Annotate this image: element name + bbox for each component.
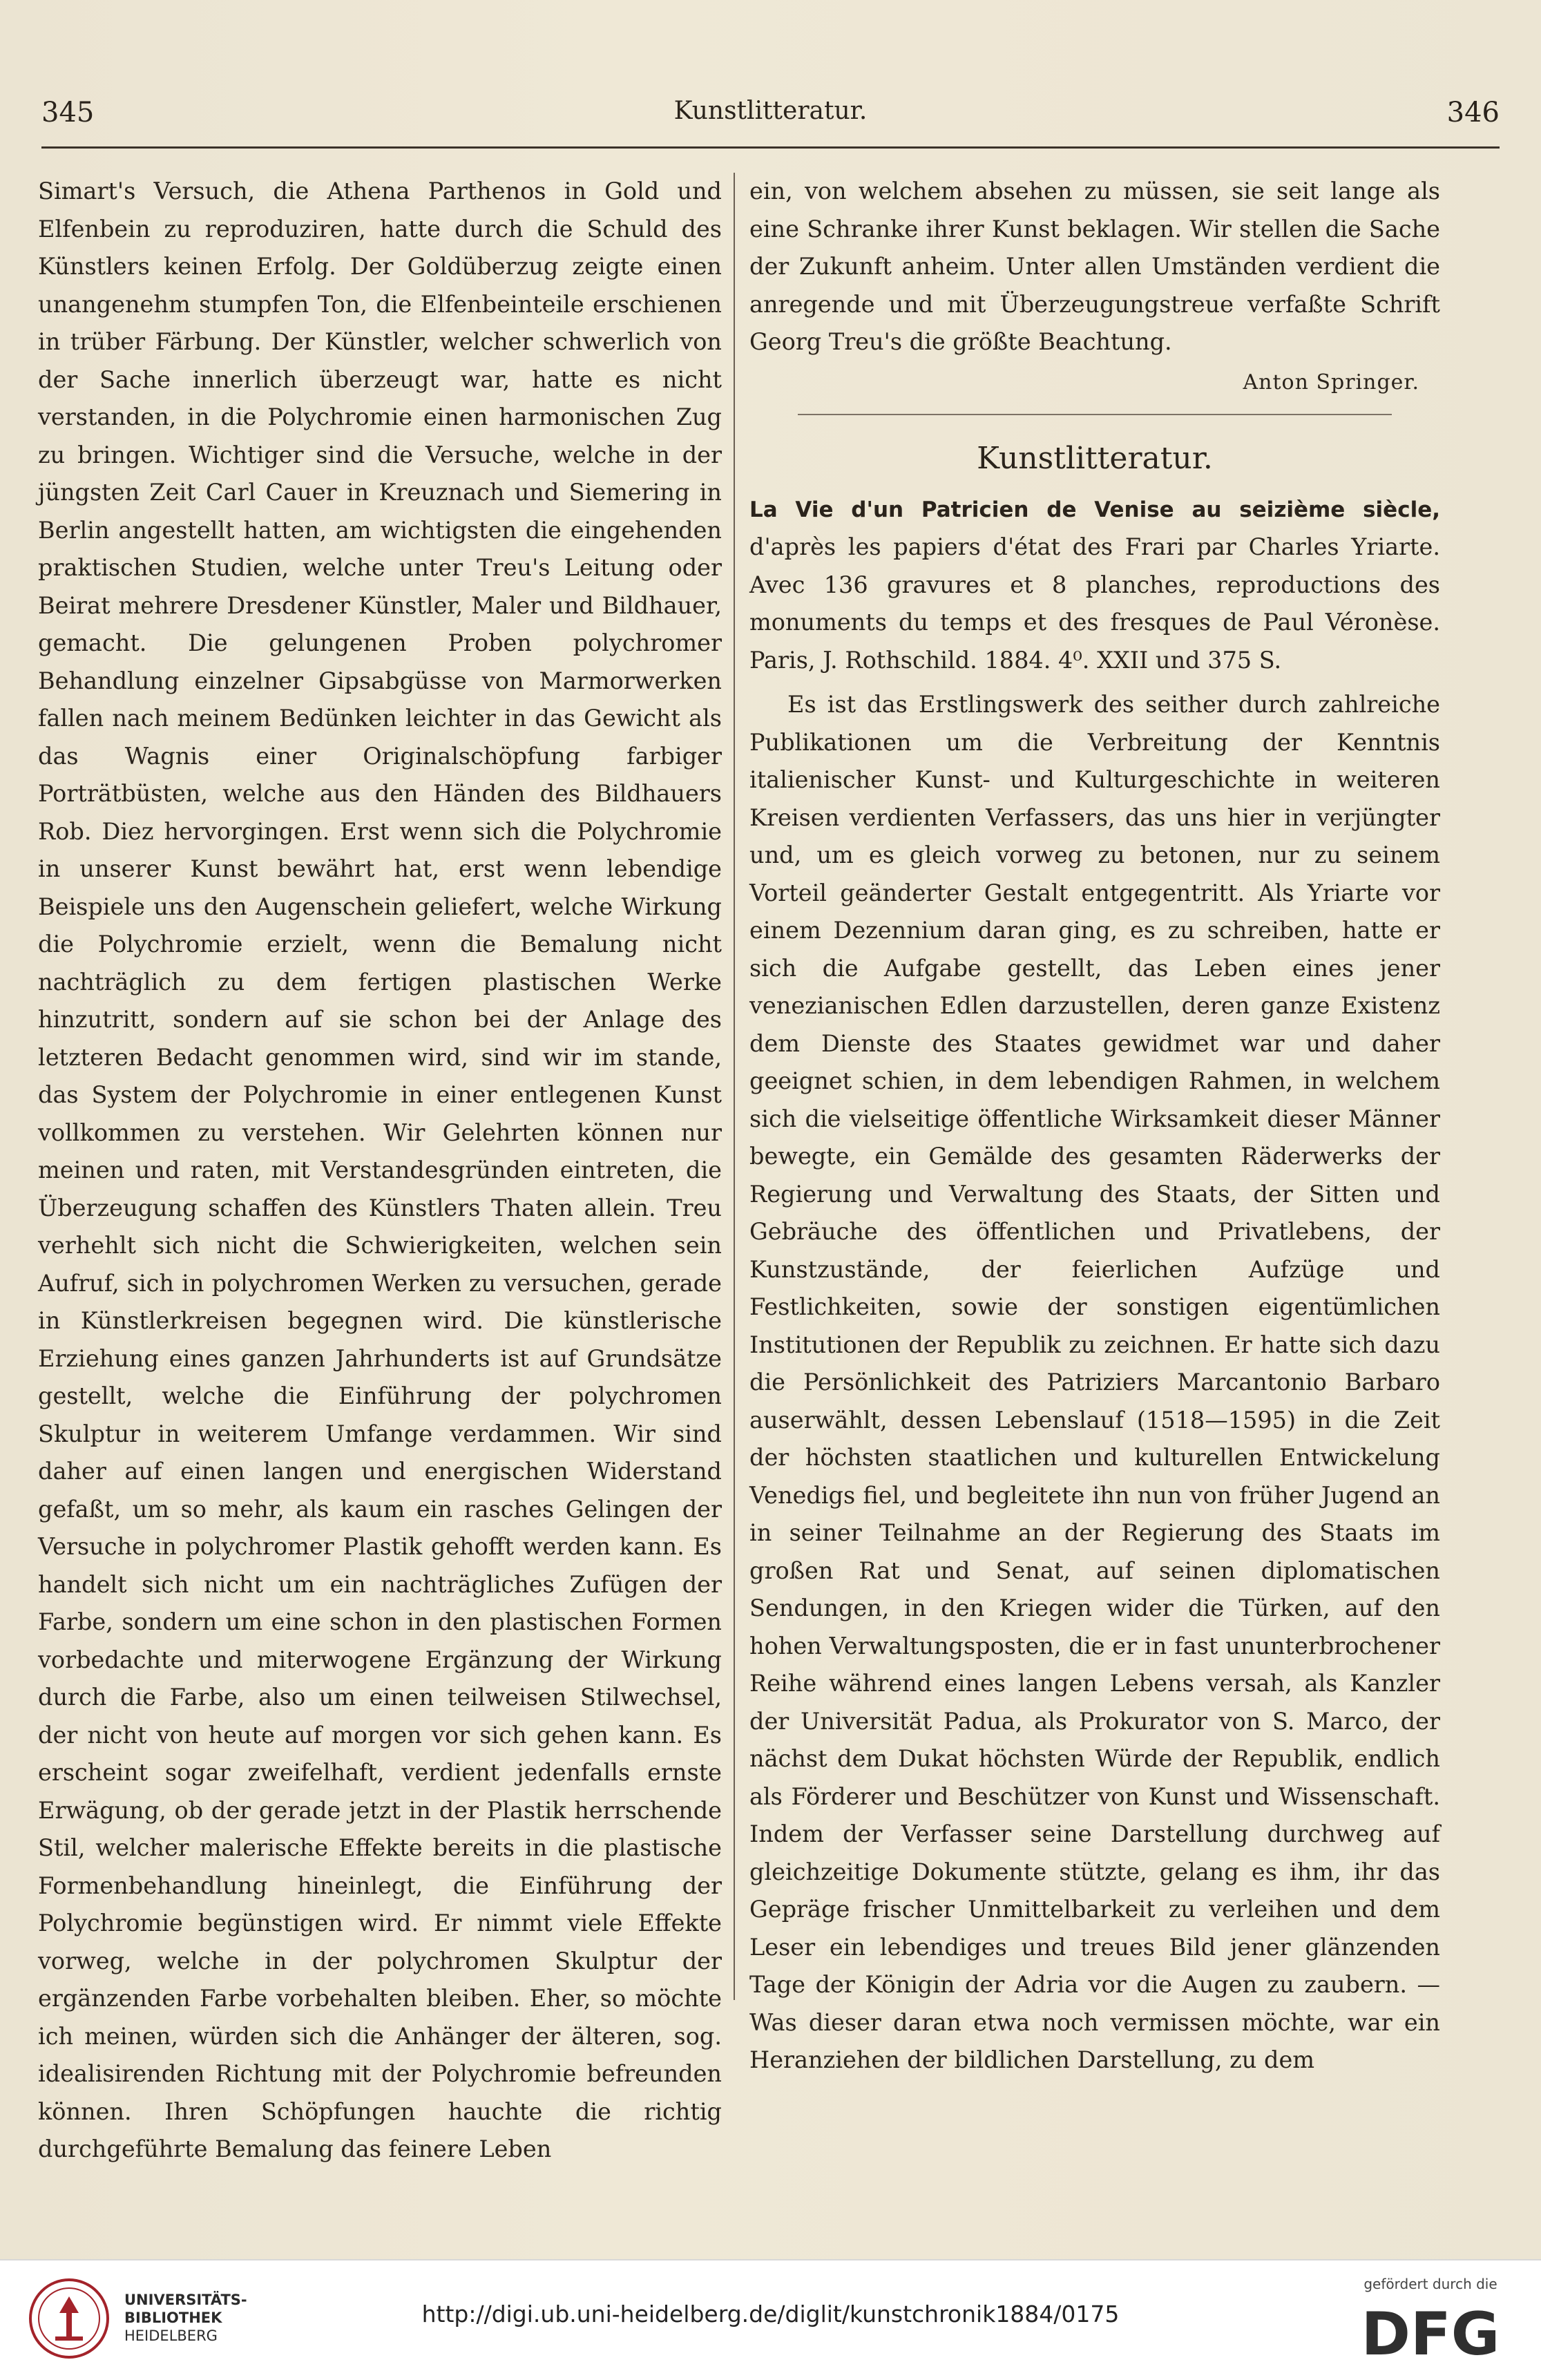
header-rule xyxy=(41,146,1500,149)
left-column xyxy=(38,173,722,2169)
book-details: d'après les papiers d'état des Frari par Charles Yriarte. Avec 136 gravures et 8 planches, reproductions des monuments du temps et des fresques de Paul Véronèse. Paris, J. Rothschild. 1884. 4⁰. XXII und 375 S. xyxy=(749,533,1440,674)
document-url-link[interactable]: http://digi.ub.uni-heidelberg.de/diglit/kunstchronik1884/0175 xyxy=(421,2301,1120,2327)
page-number-left: 345 xyxy=(41,97,95,128)
right-column xyxy=(749,173,1440,2079)
review-body: Es ist das Erstlingswerk des seither durch zahlreiche Publikationen um die Verbreitung der Kenntnis italienischer Kunst- und Kulturgeschichte in weiteren Kreisen verdienten Verfassers, das uns hier in verjüngter und, um es gleich vorweg zu betonen, nur zu seinem Vorteil geänderter Gestalt entgegentritt. Als Yriarte vor einem Dezennium daran ging, es zu schreiben, hatte er sich die Aufgabe gestellt, das Leben eines jener venezianischen Edlen darzustellen, deren ganze Existenz dem Dienste des Staates gewidmet war und daher geeignet schien, in dem lebendigen Rahmen, in welchem sich die vielseitige öffentliche Wirksamkeit dieser Männer bewegte, ein Gemälde des gesamten Räderwerks der Regierung und Verwaltung des Staats, der Sitten und Gebräuche des öffentlichen und Privatlebens, der Kunstzustände, der feierlichen Aufzüge und Festlichkeiten, sowie der sonstigen eigentümlichen Institutionen der Republik zu zeichnen. Er hatte sich dazu die Persönlichkeit des Patriziers Marcantonio Barbaro auserwählt, dessen Lebenslauf (1518—1595) in die Zeit der höchsten staatlichen und kulturellen Entwickelung Venedigs fiel, und begleitete ihn nun von früher Jugend an in seiner Teilnahme an der Regierung des Staats im großen Rat und Senat, auf seinen diplomatischen Sendungen, in den Kriegen wider die Türken, auf den hohen Verwaltungsposten, die er in fast ununterbrochener Reihe während eines langen Lebens versah, als Kanzler der Universität Padua, als Prokurator von S. Marco, der nächst dem Dukat höchsten Würde der Republik, endlich als Förderer und Beschützer von Kunst und Wissenschaft. Indem der Verfasser seine Darstellung durchweg auf gleichzeitige Dokumente stützte, gelang es ihm, ihr das Gepräge frischer Unmittelbarkeit zu verleihen und dem Leser ein lebendiges und treues Bild jener glänzenden Tage der Königin der Adria vor die Augen zu zaubern. — Was dieser daran etwa noch vermissen möchte, war ein Heranziehen der bildlichen Darstellung, zu dem xyxy=(749,691,1440,2073)
page-number-right: 346 xyxy=(1446,97,1500,128)
bibliographic-entry xyxy=(749,491,1440,680)
running-title: Kunstlitteratur. xyxy=(673,97,868,125)
page-header xyxy=(41,97,1500,145)
funding-note: gefördert durch die xyxy=(1363,2276,1497,2292)
continuation-text: ein, von welchem absehen zu müssen, sie seit lange als eine Schranke ihrer Kunst beklagen. Wir stellen die Sache der Zukunft anheim. Unter allen Umständen verdient die anregende und mit Überzeugungstreue verfaßte Schrift Georg Treu's die größte Beachtung. xyxy=(749,178,1440,355)
column-divider xyxy=(734,173,735,2000)
university-line-1: UNIVERSITÄTS- xyxy=(124,2292,247,2308)
university-line-2: BIBLIOTHEK xyxy=(124,2310,222,2326)
dfg-logo-icon xyxy=(1348,2301,1513,2363)
book-title: La Vie d'un Patricien de Venise au seizième siècle, xyxy=(749,497,1440,522)
dfg-logo-text: DFG xyxy=(1361,2301,1500,2363)
section-separator xyxy=(798,414,1392,415)
left-column-text: Simart's Versuch, die Athena Parthenos in Gold und Elfenbein zu reproduziren, hatte durch die Schuld des Künstlers keinen Erfolg. Der Goldüberzug zeigte einen unangenehm stumpfen Ton, die Elfenbeinteile erschienen in trüber Färbung. Der Künstler, welcher schwerlich von der Sache innerlich überzeugt war, hatte es nicht verstanden, in die Polychromie einen harmonischen Zug zu bringen. Wichtiger sind die Versuche, welche in der jüngsten Zeit Carl Cauer in Kreuznach und Siemering in Berlin angestellt hatten, am wichtigsten die eingehenden praktischen Studien, welche unter Treu's Leitung oder Beirat mehrere Dresdener Künstler, Maler und Bildhauer, gemacht. Die gelungenen Proben polychromer Behandlung einzelner Gipsabgüsse von Marmorwerken fallen nach meinem Bedünken leichter in das Gewicht als das Wagnis einer Originalschöpfung farbiger Porträtbüsten, welche aus den Händen des Bildhauers Rob. Diez hervorgingen. Erst wenn sich die Polychromie in unserer Kunst bewährt hat, erst wenn lebendige Beispiele uns den Augenschein geliefert, welche Wirkung die Polychromie erzielt, wenn die Bemalung nicht nachträglich zu dem fertigen plastischen Werke hinzutritt, sondern auf sie schon bei der Anlage des letzteren Bedacht genommen wird, sind wir im stande, das System der Polychromie in einer entlegenen Kunst vollkommen zu verstehen. Wir Gelehrten können nur meinen und raten, mit Verstandesgründen eintreten, die Überzeugung schaffen des Künstlers Thaten allein. Treu verhehlt sich nicht die Schwierigkeiten, welchen sein Aufruf, sich in polychromen Werken zu versuchen, gerade in Künstlerkreisen begegnen wird. Die künstlerische Erziehung eines ganzen Jahrhunderts ist auf Grundsätze gestellt, welche die Einführung der polychromen Skulptur in weiterem Umfange verdammen. Wir sind daher auf einen langen und energischen Widerstand gefaßt, um so mehr, als kaum ein rasches Gelingen der Versuche in polychromer Plastik gehofft werden kann. Es handelt sich nicht um ein nachträgliches Zufügen der Farbe, sondern um eine schon in den plastischen Formen vorbedachte und miterwogene Ergänzung der Wirkung durch die Farbe, also um einen teilweisen Stilwechsel, der nicht von heute auf morgen vor sich gehen kann. Es erscheint sogar zweifelhaft, verdient jedenfalls ernste Erwägung, ob der gerade jetzt in der Plastik herrschende Stil, welcher malerische Effekte bereits in die plastische Formenbehandlung hineinlegt, die Einführung der Polychromie begünstigen wird. Er nimmt viele Effekte vorweg, welche in der polychromen Skulptur der ergänzenden Farbe vorbehalten bleiben. Eher, so möchte ich meinen, würden sich die Anhänger der älteren, sog. idealisirenden Richtung mit der Polychromie befreunden können. Ihren Schöpfungen hauchte die richtig durchgeführte Bemalung das feinere Leben xyxy=(38,178,722,2162)
section-heading: Kunstlitteratur. xyxy=(977,441,1213,476)
library-footer xyxy=(0,2259,1541,2380)
university-line-3: HEIDELBERG xyxy=(124,2327,218,2344)
author-signature: Anton Springer. xyxy=(1243,370,1419,394)
